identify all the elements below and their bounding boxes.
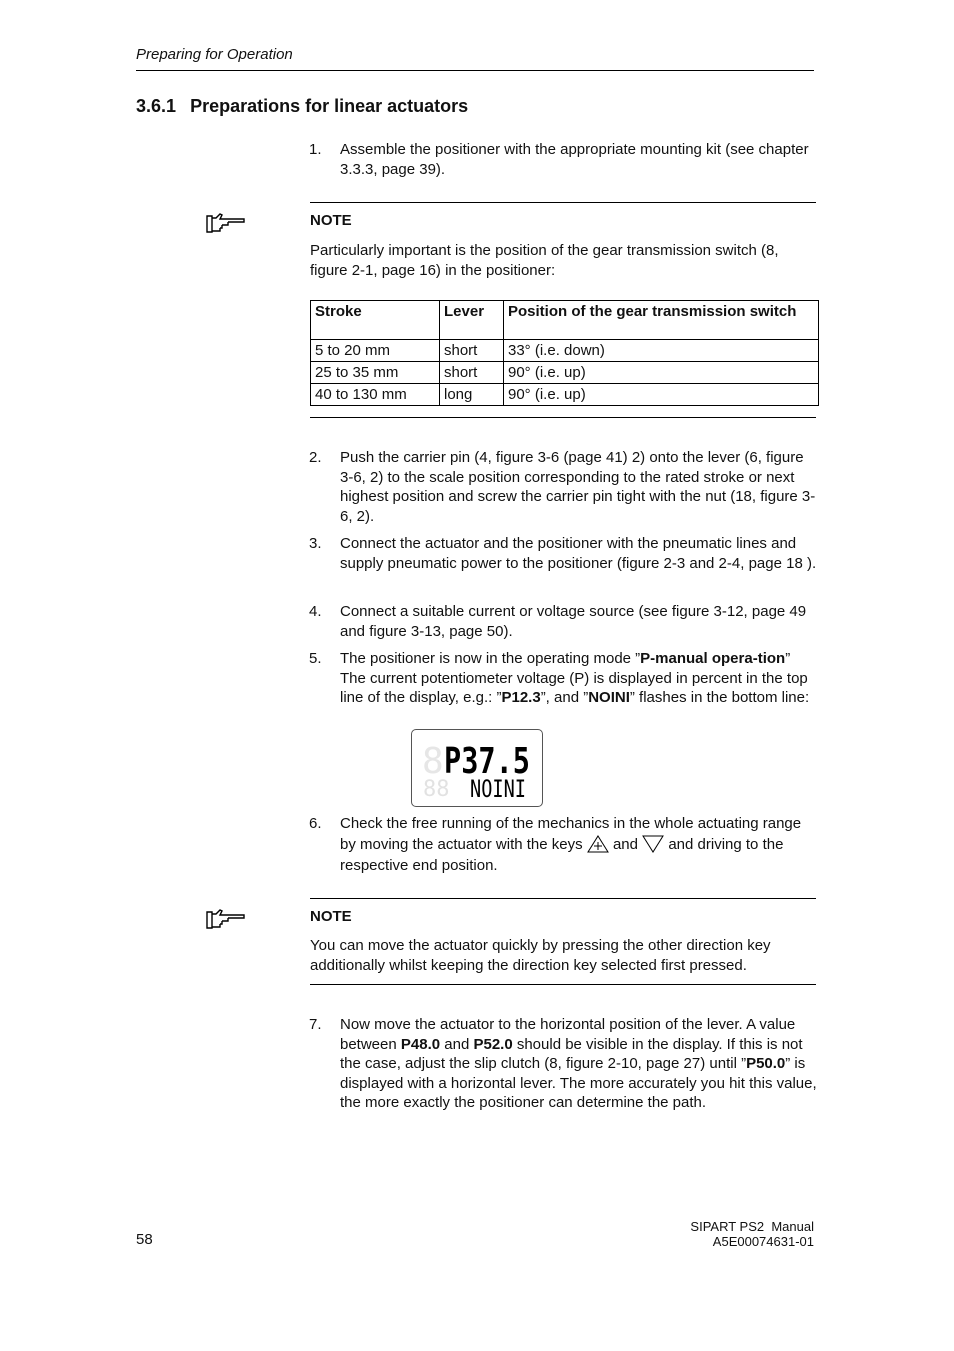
table-row	[311, 362, 819, 384]
gear-switch-table	[310, 300, 819, 406]
list-item	[309, 140, 817, 179]
table-cell: long	[440, 384, 504, 406]
list-number: 4.	[309, 603, 322, 620]
list-number: 6.	[309, 815, 322, 832]
manual-title: SIPART PS2 Manual	[690, 1219, 814, 1234]
list-text: The positioner is now in the operating mode ”P-manual opera-tion” The current potentiometer voltage (P) is displayed in percent in the top line of the display, e.g.: ”P12.3”, and ”NOINI” flashes in the bottom line:	[340, 650, 810, 706]
list-text: Connect a suitable current or voltage source (see figure 3-12, page 49 and figure 3-13, page 50).	[340, 603, 807, 640]
list-item	[309, 448, 817, 526]
lcd-top-line: P37.5	[444, 741, 530, 782]
note-rule-bottom	[310, 984, 816, 985]
list-text: Check the free running of the mechanics in the whole actuating range by moving the actuator with the keys and and driving to the respective end position.	[340, 815, 802, 874]
table-row	[311, 384, 819, 406]
lcd-display	[411, 729, 543, 807]
note-rule-top	[310, 202, 816, 203]
svg-text:8: 8	[422, 741, 444, 782]
note-rule-top	[310, 898, 816, 899]
table-row	[311, 340, 819, 362]
manual-code: A5E00074631-01	[712, 1234, 814, 1249]
table-header: Position of the gear transmission switch	[504, 301, 819, 340]
list-number: 2.	[309, 449, 322, 466]
pointing-hand-icon	[206, 908, 246, 930]
note-text: You can move the actuator quickly by pressing the other direction key additionally whilst keeping the direction key selected first pressed.	[310, 937, 771, 974]
list-text: Now move the actuator to the horizontal position of the lever. A value between P48.0 and P52.0 should be visible in the display. If this is not the case, adjust the slip clutch (8, figure 2-10, page 27) until ”P50.0” is displayed with a horizontal lever. The more accurately you hit this value, the more exactly the positioner can determine the path.	[340, 1016, 817, 1111]
list-item	[309, 534, 817, 573]
table-cell: 5 to 20 mm	[311, 340, 440, 362]
list-item	[309, 1015, 817, 1113]
list-item	[309, 649, 817, 708]
list-number: 3.	[309, 535, 322, 552]
running-header: Preparing for Operation	[136, 46, 293, 63]
table-cell: 25 to 35 mm	[311, 362, 440, 384]
table-cell: 90° (i.e. up)	[504, 384, 819, 406]
header-rule	[136, 70, 814, 71]
table-cell: 90° (i.e. up)	[504, 362, 819, 384]
note-text: Particularly important is the position of the gear transmission switch (8, figure 2-1, page 16) in the positioner:	[310, 242, 779, 279]
table-cell: 33° (i.e. down)	[504, 340, 819, 362]
note-rule-bottom	[310, 417, 816, 418]
table-header-row	[311, 301, 819, 340]
svg-text:88: 88	[423, 777, 450, 802]
up-key-icon	[587, 835, 609, 853]
list-item	[309, 813, 817, 876]
section-heading	[136, 96, 468, 117]
list-item	[309, 602, 817, 641]
list-text: Push the carrier pin (4, figure 3-6 (page 41) 2) onto the lever (6, figure 3-6, 2) to the scale position corresponding to the rated stroke or next highest position and screw the carrier pin tight with the nut (18, figure 3-6, 2).	[340, 449, 816, 525]
down-key-icon	[642, 835, 664, 853]
list-number: 7.	[309, 1016, 322, 1033]
note-label: NOTE	[310, 908, 352, 925]
page-number: 58	[136, 1231, 153, 1248]
lcd-bottom-line: NOINI	[470, 775, 526, 803]
table-header: Lever	[440, 301, 504, 340]
table-cell: short	[440, 340, 504, 362]
note-label: NOTE	[310, 212, 352, 229]
list-number: 5.	[309, 650, 322, 667]
table-cell: short	[440, 362, 504, 384]
list-text: Connect the actuator and the positioner with the pneumatic lines and supply pneumatic power to the positioner (figure 2-3 and 2-4, page 18 ).	[340, 535, 817, 572]
list-text: Assemble the positioner with the appropriate mounting kit (see chapter 3.3.3, page 39).	[340, 141, 809, 178]
list-number: 1.	[309, 141, 322, 158]
pointing-hand-icon	[206, 212, 246, 234]
footer-manual-info	[690, 1219, 814, 1249]
table-header: Stroke	[311, 301, 440, 340]
lcd-display-graphic	[412, 730, 542, 806]
section-number: 3.6.1	[136, 96, 177, 116]
section-title: Preparations for linear actuators	[190, 96, 469, 116]
table-cell: 40 to 130 mm	[311, 384, 440, 406]
